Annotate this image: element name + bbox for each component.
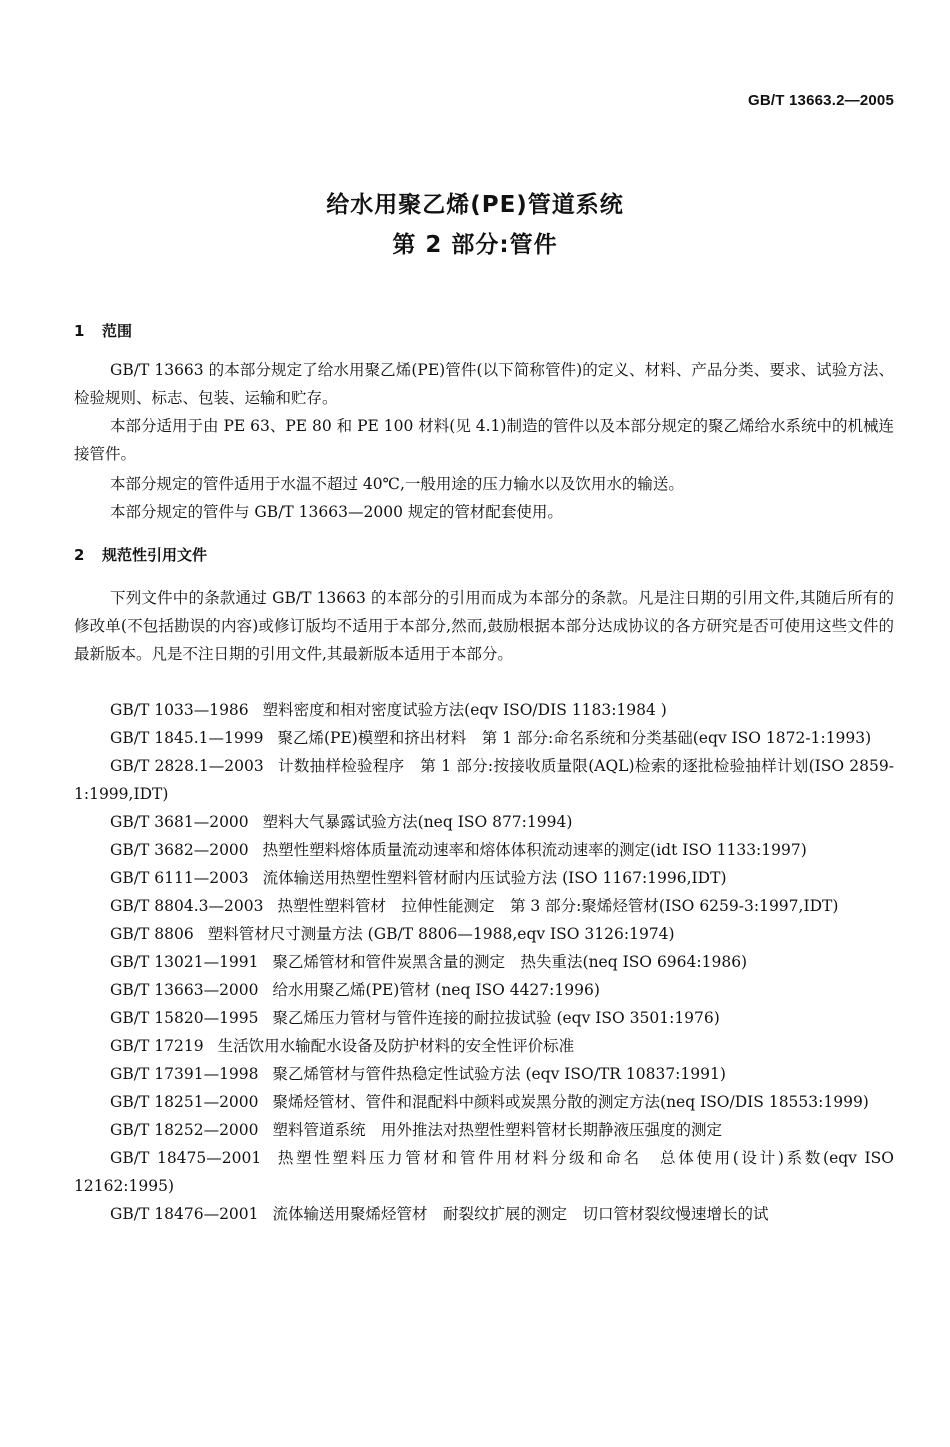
section-title: 规范性引用文件 [102,546,208,564]
reference-title: 塑料管道系统 用外推法对热塑性塑料管材长期静液压强度的测定 [272,1121,723,1139]
reference-code: GB/T 13663—2000 [110,981,259,999]
section-2-heading [74,544,207,565]
reference-item [74,1060,894,1088]
reference-code: GB/T 18251—2000 [110,1093,259,1111]
reference-code: GB/T 18475—2001 [110,1149,262,1167]
reference-item [74,1144,894,1200]
reference-title: 塑料密度和相对密度试验方法(eqv ISO/DIS 1183:1984 ) [262,701,667,719]
paragraph: 本部分规定的管件适用于水温不超过 40℃,一般用途的压力输水以及饮用水的输送。 [110,475,684,493]
reference-title: 塑料管材尺寸测量方法 (GB/T 8806—1988,eqv ISO 3126:1974) [207,925,675,943]
reference-item [74,976,894,1004]
reference-title: 流体输送用聚烯烃管材 耐裂纹扩展的测定 切口管材裂纹慢速增长的试 [272,1205,769,1223]
reference-list [74,696,894,1228]
reference-code: GB/T 17219 [110,1037,204,1055]
reference-item [74,696,894,724]
reference-code: GB/T 2828.1—2003 [110,757,264,775]
reference-title: 计数抽样检验程序 第 1 部分:按接收质量限(AQL)检索的逐批检验抽样计划(ISO 2859-1:1999,IDT) [74,757,894,803]
reference-item [74,1116,894,1144]
reference-code: GB/T 18476—2001 [110,1205,259,1223]
paragraph: GB/T 13663 的本部分规定了给水用聚乙烯(PE)管件(以下简称管件)的定义、材料、产品分类、要求、试验方法、检验规则、标志、包装、运输和贮存。 [74,361,894,407]
reference-item [74,1032,894,1060]
reference-item [74,1004,894,1032]
reference-item [74,1200,894,1228]
reference-title: 热塑性塑料管材 拉伸性能测定 第 3 部分:聚烯烃管材(ISO 6259-3:1997,IDT) [277,897,839,915]
reference-code: GB/T 3681—2000 [110,813,249,831]
paragraph: 本部分适用于由 PE 63、PE 80 和 PE 100 材料(见 4.1)制造的管件以及本部分规定的聚乙烯给水系统中的机械连接管件。 [74,417,894,463]
standard-code: GB/T 13663.2—2005 [748,92,894,109]
reference-code: GB/T 8806 [110,925,194,943]
reference-code: GB/T 13021—1991 [110,953,259,971]
reference-code: GB/T 1845.1—1999 [110,729,264,747]
reference-item [74,724,894,752]
section-number: 2 [74,546,85,564]
section-2-intro: 下列文件中的条款通过 GB/T 13663 的本部分的引用而成为本部分的条款。凡是注日期的引用文件,其随后所有的修改单(不包括勘误的内容)或修订版均不适用于本部分,然而,鼓励根据本部分达成协议的各方研究是否可使用这些文件的最新版本。凡是不注日期的引用文件,其最新版本适用于本部分。 [74,589,894,663]
section-1-heading [74,320,132,341]
reference-item [74,752,894,808]
reference-title: 聚烯烃管材、管件和混配料中颜料或炭黑分散的测定方法(neq ISO/DIS 18553:1999) [272,1093,869,1111]
reference-item [74,948,894,976]
reference-title: 热塑性塑料压力管材和管件用材料分级和命名 总体使用(设计)系数(eqv ISO 12162:1995) [74,1149,895,1195]
reference-item [74,808,894,836]
reference-title: 生活饮用水输配水设备及防护材料的安全性评价标准 [217,1037,575,1055]
reference-title: 聚乙烯(PE)模塑和挤出材料 第 1 部分:命名系统和分类基础(eqv ISO 1872-1:1993) [277,729,872,747]
reference-title: 聚乙烯管材与管件热稳定性试验方法 (eqv ISO/TR 10837:1991) [272,1065,726,1083]
reference-title: 热塑性塑料熔体质量流动速率和熔体体积流动速率的测定(idt ISO 1133:1997) [262,841,807,859]
reference-code: GB/T 1033—1986 [110,701,249,719]
reference-code: GB/T 15820—1995 [110,1009,259,1027]
reference-title: 聚乙烯压力管材与管件连接的耐拉拔试验 (eqv ISO 3501:1976) [272,1009,720,1027]
document-title: 给水用聚乙烯(PE)管道系统 [326,192,624,218]
reference-item [74,1088,894,1116]
section-title: 范围 [102,322,133,340]
reference-item [74,920,894,948]
reference-item [74,864,894,892]
reference-item [74,892,894,920]
reference-title: 流体输送用热塑性塑料管材耐内压试验方法 (ISO 1167:1996,IDT) [262,869,727,887]
reference-title: 聚乙烯管材和管件炭黑含量的测定 热失重法(neq ISO 6964:1986) [272,953,748,971]
reference-code: GB/T 18252—2000 [110,1121,259,1139]
document-subtitle: 第 2 部分:管件 [392,232,558,258]
reference-code: GB/T 8804.3—2003 [110,897,264,915]
reference-item [74,836,894,864]
section-number: 1 [74,322,85,340]
reference-title: 塑料大气暴露试验方法(neq ISO 877:1994) [262,813,573,831]
reference-code: GB/T 17391—1998 [110,1065,259,1083]
reference-title: 给水用聚乙烯(PE)管材 (neq ISO 4427:1996) [272,981,600,999]
paragraph: 本部分规定的管件与 GB/T 13663—2000 规定的管材配套使用。 [110,503,563,521]
reference-code: GB/T 6111—2003 [110,869,249,887]
reference-code: GB/T 3682—2000 [110,841,249,859]
